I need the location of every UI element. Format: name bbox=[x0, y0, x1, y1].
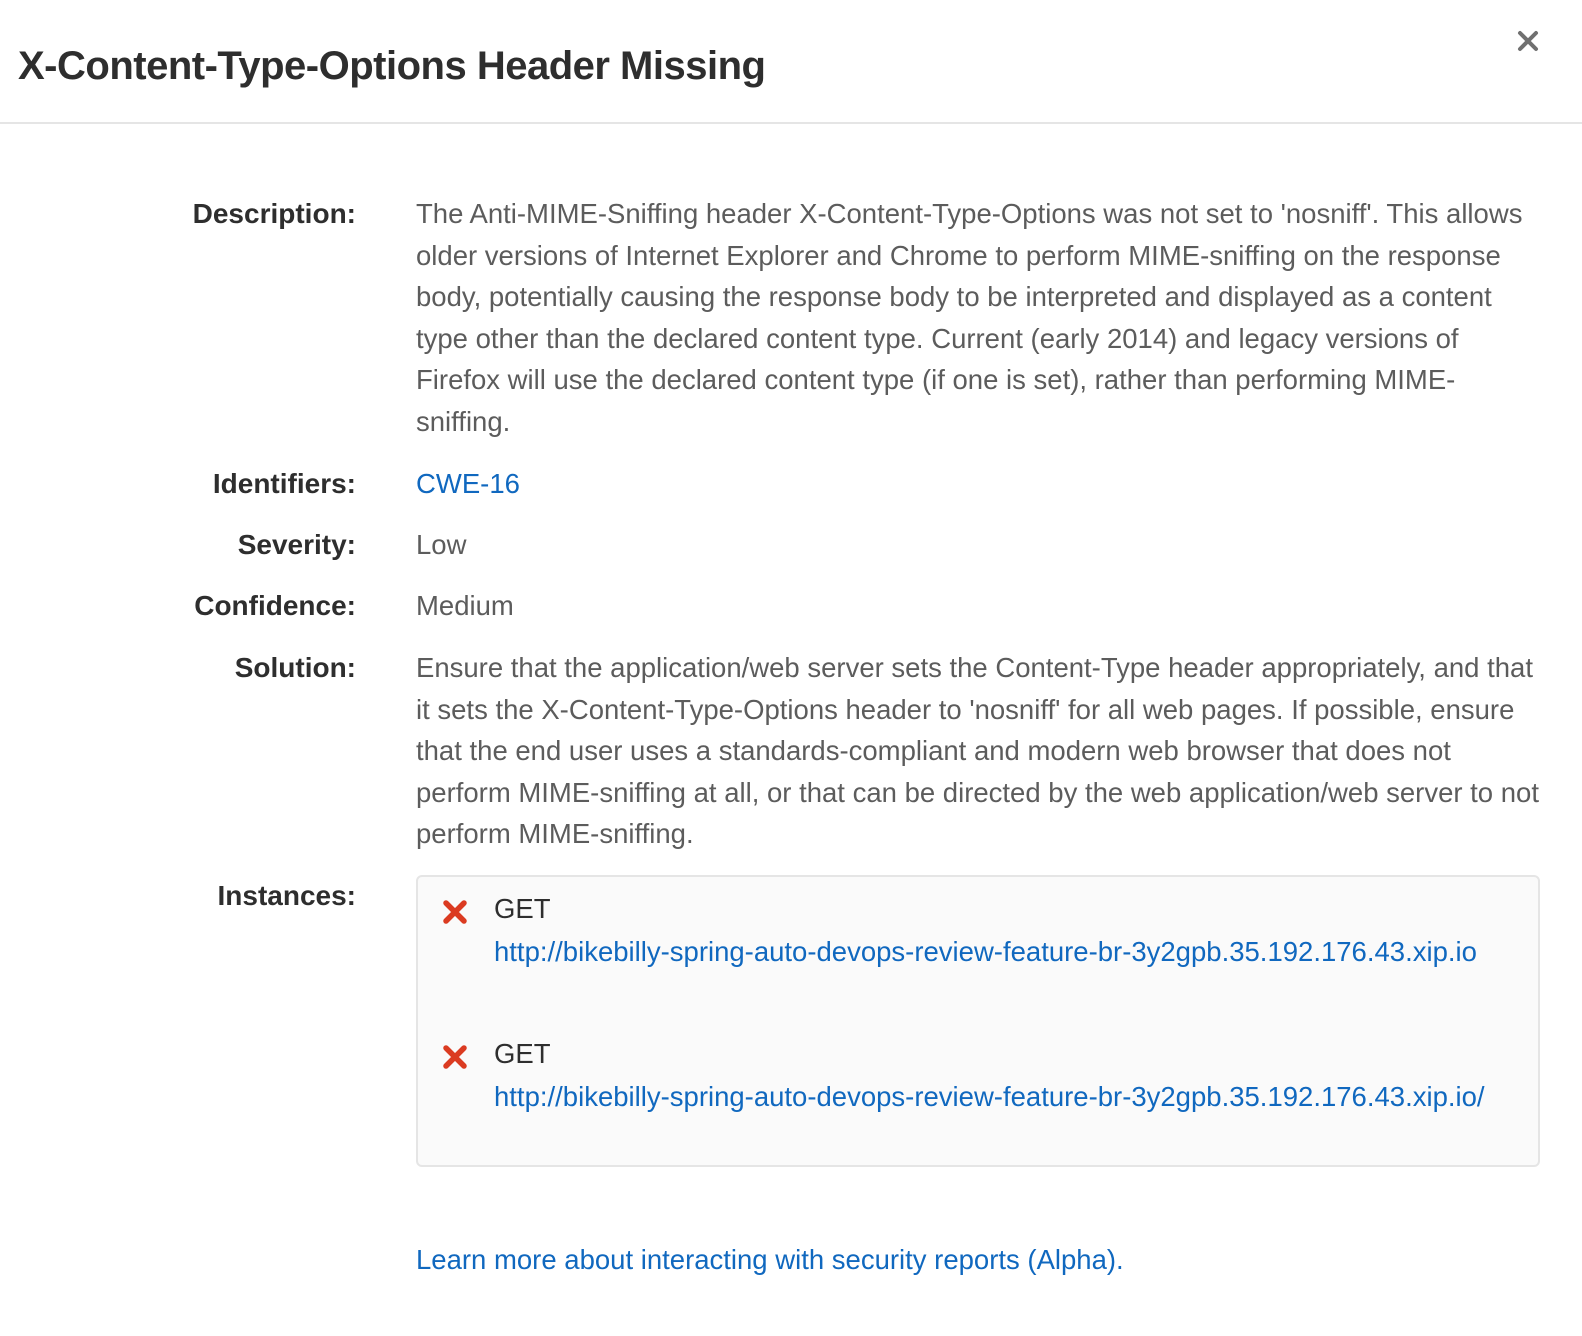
solution-value: Ensure that the application/web server sets the Content-Type header appropriately, and that it sets the X-Content-Type-Options header to 'nosniff' for all web pages. If possible, ensure that the end user uses a standards-compliant and modern web browser that does not perform MIME-sniffing at all, or that can be directed by the web application/web server to not perform MIME-sniffing. bbox=[416, 652, 1539, 850]
instances-label: Instances: bbox=[217, 880, 356, 911]
modal-header bbox=[0, 0, 1582, 124]
confidence-label: Confidence: bbox=[194, 590, 356, 621]
severity-value: Low bbox=[416, 529, 467, 560]
close-icon bbox=[1517, 30, 1539, 52]
instance-url-link[interactable]: http://bikebilly-spring-auto-devops-review-feature-br-3y2gpb.35.192.176.43.xip.io bbox=[494, 936, 1477, 967]
solution-label: Solution: bbox=[234, 652, 356, 683]
instance-url-link[interactable]: http://bikebilly-spring-auto-devops-review-feature-br-3y2gpb.35.192.176.43.xip.io/ bbox=[494, 1081, 1485, 1112]
instance-method: GET bbox=[494, 1038, 551, 1069]
severity-label: Severity: bbox=[237, 529, 356, 560]
identifiers-value bbox=[416, 463, 1546, 505]
identifier-link-cwe[interactable]: CWE-16 bbox=[416, 468, 520, 499]
status-failed-icon bbox=[442, 1044, 468, 1070]
close-button[interactable] bbox=[1506, 18, 1550, 58]
instance-method: GET bbox=[494, 893, 551, 924]
learn-more-link[interactable]: Learn more about interacting with security reports (Alpha). bbox=[416, 1244, 1124, 1275]
identifiers-label: Identifiers: bbox=[212, 468, 356, 499]
description-value: The Anti-MIME-Sniffing header X-Content-Type-Options was not set to 'nosniff'. This allows older versions of Internet Explorer and Chrome to perform MIME-sniffing on the response body, potentially causing the response body to be interpreted and displayed as a content type other than the declared content type. Current (early 2014) and legacy versions of Firefox will use the declared content type (if one is set), rather than performing MIME-sniffing. bbox=[416, 198, 1523, 437]
instances-list bbox=[416, 875, 1540, 1167]
modal-title: X-Content-Type-Options Header Missing bbox=[18, 44, 766, 88]
confidence-value: Medium bbox=[416, 590, 514, 621]
status-failed-icon bbox=[442, 899, 468, 925]
description-label: Description: bbox=[192, 198, 356, 229]
